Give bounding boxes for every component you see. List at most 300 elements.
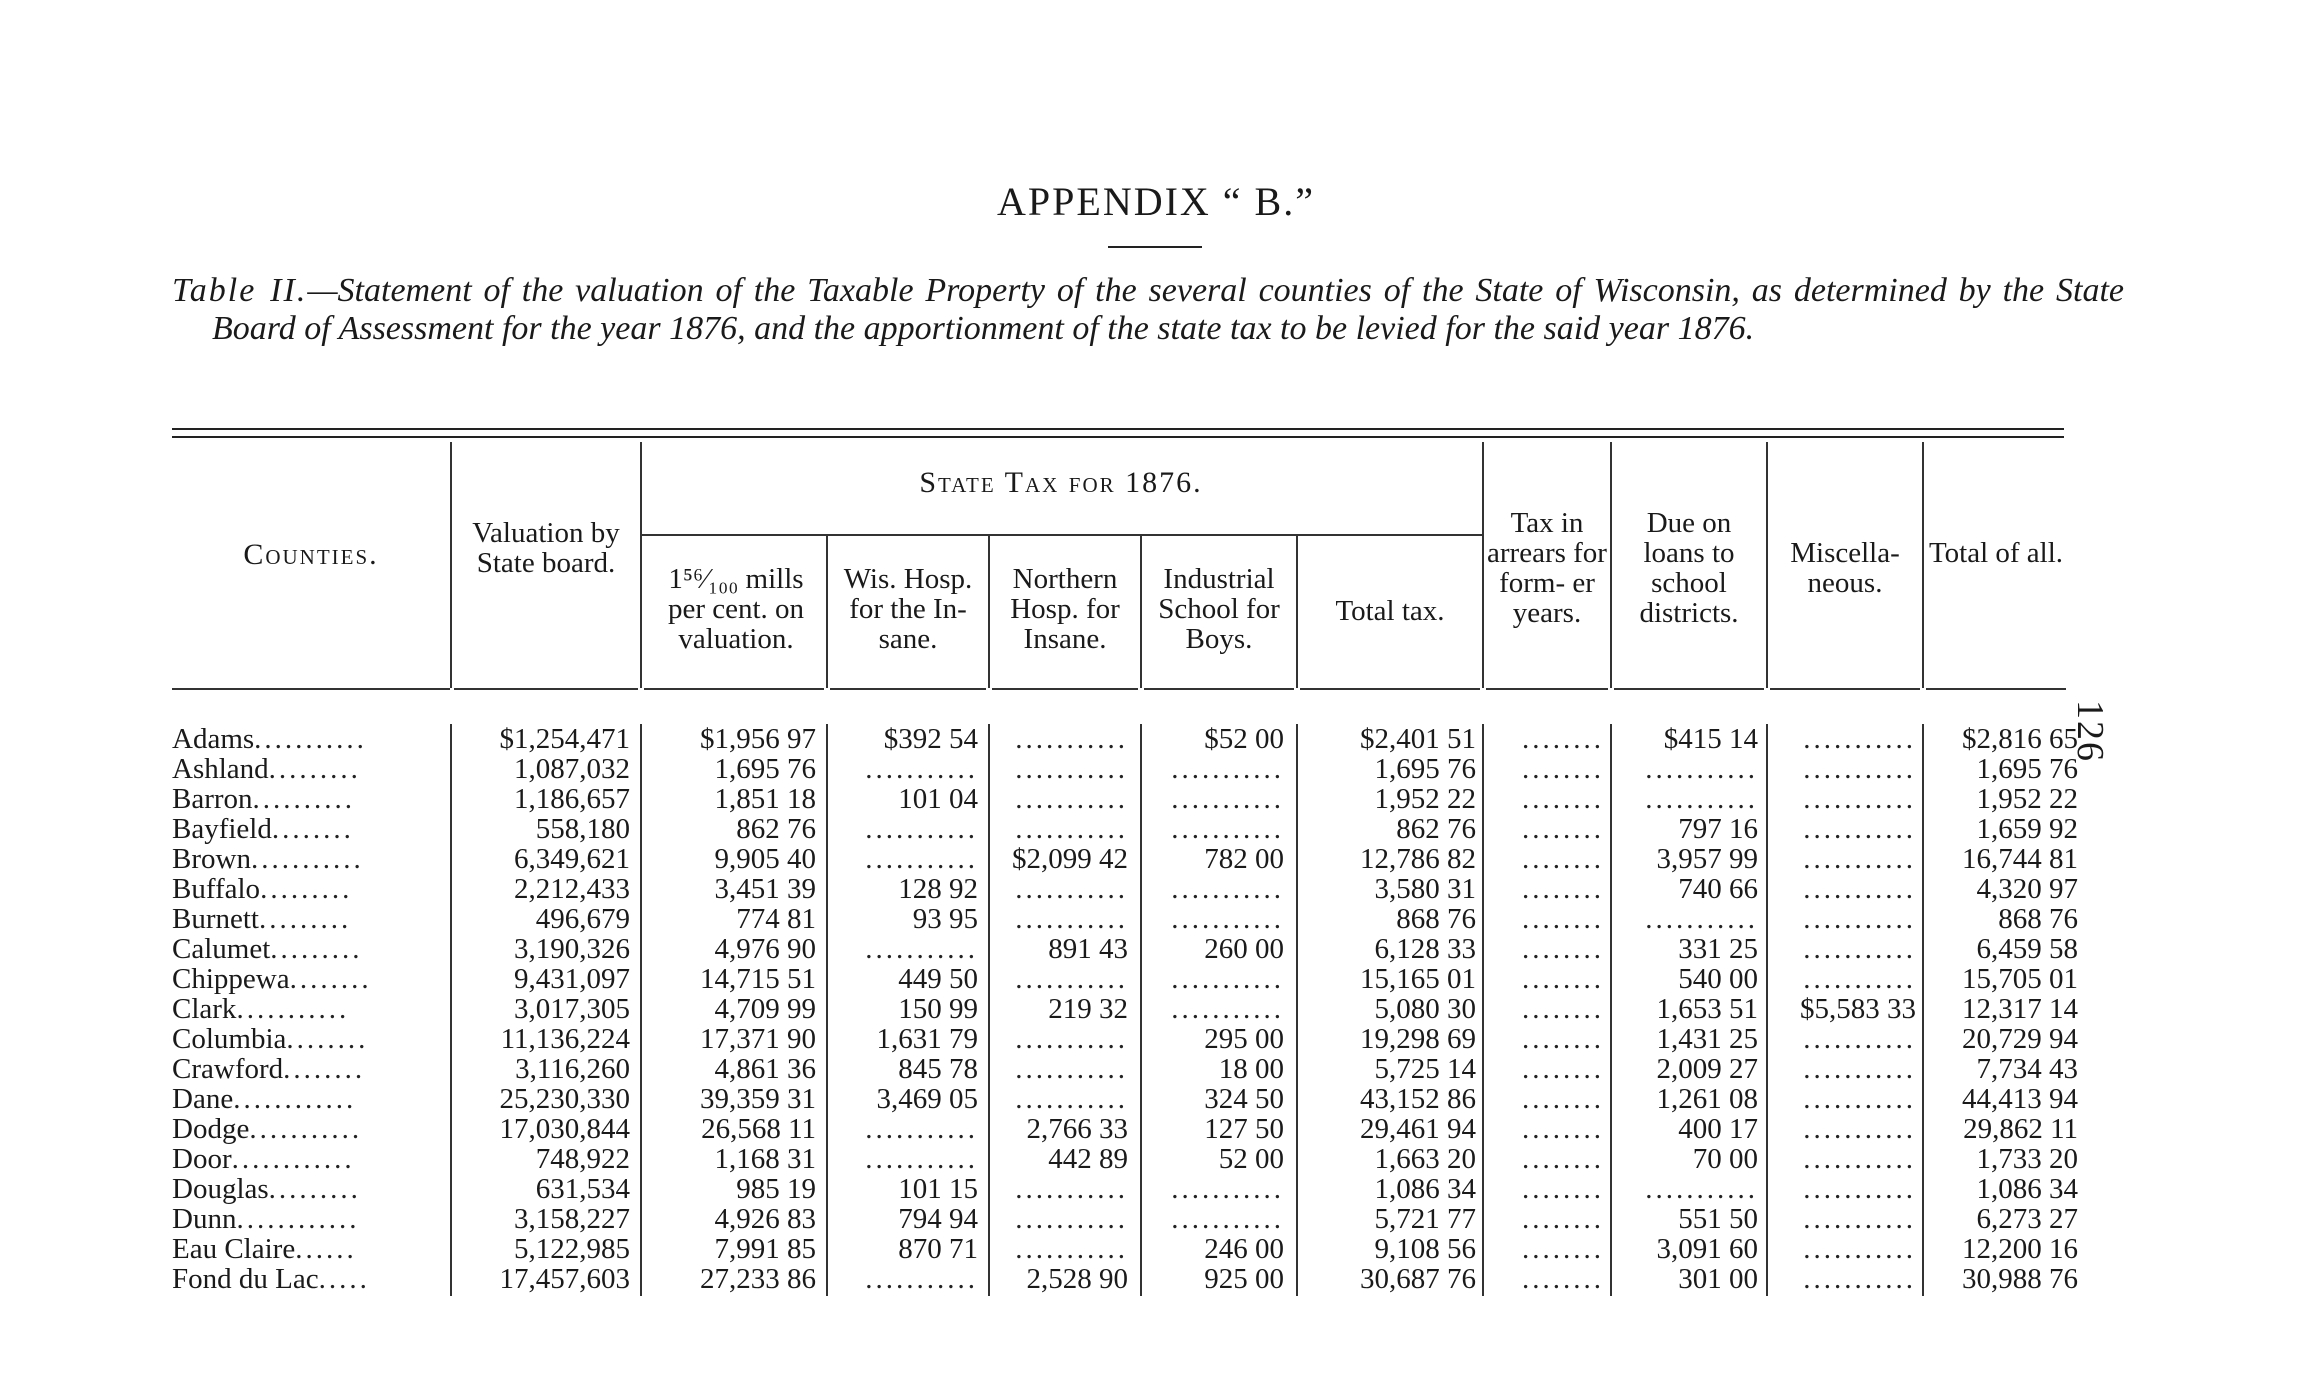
leader-dots: ........... <box>249 1113 363 1145</box>
top-double-rule <box>172 428 2064 438</box>
empty-cell-dots: ........... <box>1015 1203 1128 1235</box>
empty-cell-dots: ........... <box>1803 843 1916 875</box>
cell-due-loans: 1,431 25 <box>1656 1023 1758 1055</box>
cell-industrial: 246 00 <box>1204 1233 1284 1265</box>
header-counties: Counties. <box>243 538 379 571</box>
empty-cell-dots: ........... <box>1803 1023 1916 1055</box>
cell-total-tax: 15,165 01 <box>1360 963 1476 995</box>
county-name <box>172 934 442 964</box>
county-name <box>172 814 442 844</box>
cell-wis-hosp: 845 78 <box>898 1053 978 1085</box>
empty-cell-dots: ........ <box>1522 1083 1604 1115</box>
cell-due-loans: 797 16 <box>1678 813 1758 845</box>
cell-mills: 17,371 90 <box>700 1023 816 1055</box>
county-label: Clark <box>172 993 237 1025</box>
county-label: Barron <box>172 783 253 815</box>
leader-dots: ..... <box>318 1263 370 1295</box>
cell-total-all: 6,459 58 <box>1976 933 2078 965</box>
cell-valuation: 3,116,260 <box>515 1053 630 1085</box>
header-divider <box>1766 442 1768 688</box>
empty-cell-dots: ........... <box>1015 873 1128 905</box>
empty-cell-dots: ........... <box>1803 1263 1916 1295</box>
county-label: Bayfield <box>172 813 272 845</box>
empty-cell-dots: ........... <box>1171 963 1284 995</box>
empty-cell-dots: ........... <box>865 1263 978 1295</box>
table-row <box>172 874 2092 904</box>
empty-cell-dots: ........... <box>1015 903 1128 935</box>
county-name <box>172 1024 442 1054</box>
table-row <box>172 1024 2092 1054</box>
header-due-loans: Due on loans to school districts. <box>1639 507 1739 629</box>
cell-wis-hosp: 449 50 <box>898 963 978 995</box>
cell-total-all: 1,733 20 <box>1976 1143 2078 1175</box>
empty-cell-dots: ........ <box>1522 1113 1604 1145</box>
cell-due-loans: 2,009 27 <box>1656 1053 1758 1085</box>
cell-total-all: 4,320 97 <box>1976 873 2078 905</box>
empty-cell-dots: ........... <box>865 1113 978 1145</box>
empty-cell-dots: ........... <box>1015 1173 1128 1205</box>
empty-cell-dots: ........ <box>1522 813 1604 845</box>
empty-cell-dots: ........ <box>1522 843 1604 875</box>
cell-wis-hosp: 1,631 79 <box>876 1023 978 1055</box>
cell-industrial: $52 00 <box>1204 723 1284 755</box>
county-name <box>172 724 442 754</box>
cell-valuation: 748,922 <box>535 1143 630 1175</box>
leader-dots: ........... <box>250 843 364 875</box>
cell-due-loans: 3,091 60 <box>1656 1233 1758 1265</box>
empty-cell-dots: ........... <box>1015 1083 1128 1115</box>
appendix-title: APPENDIX “ B.” <box>997 179 1315 224</box>
county-label: Buffalo <box>172 873 261 905</box>
cell-valuation: 5,122,985 <box>514 1233 630 1265</box>
county-label: Dane <box>172 1083 234 1115</box>
cell-total-tax: 6,128 33 <box>1374 933 1476 965</box>
empty-cell-dots: ........... <box>1171 1173 1284 1205</box>
header-bottom-rule <box>1144 688 1294 690</box>
county-label: Dunn <box>172 1203 237 1235</box>
cell-valuation: 496,679 <box>535 903 630 935</box>
empty-cell-dots: ........... <box>1015 1053 1128 1085</box>
empty-cell-dots: ........... <box>1171 993 1284 1025</box>
cell-valuation: 6,349,621 <box>514 843 630 875</box>
header-state-tax-group: State Tax for 1876. <box>919 466 1203 499</box>
leader-dots: ............ <box>233 1083 357 1115</box>
table-row <box>172 1084 2092 1114</box>
county-label: Door <box>172 1143 232 1175</box>
cell-mills: 985 19 <box>736 1173 816 1205</box>
page-number: 126 <box>2069 700 2111 763</box>
caption-label: Table II. <box>172 272 308 309</box>
cell-mills: 4,926 83 <box>714 1203 816 1235</box>
empty-cell-dots: ........... <box>1171 873 1284 905</box>
empty-cell-dots: ........... <box>1171 1203 1284 1235</box>
empty-cell-dots: ........... <box>1803 723 1916 755</box>
leader-dots: ............ <box>236 1203 360 1235</box>
empty-cell-dots: ........... <box>1803 783 1916 815</box>
cell-mills: 774 81 <box>736 903 816 935</box>
empty-cell-dots: ........... <box>1645 753 1758 785</box>
table-row <box>172 1204 2092 1234</box>
leader-dots: ............ <box>231 1143 355 1175</box>
cell-mills: 7,991 85 <box>714 1233 816 1265</box>
county-name <box>172 1084 442 1114</box>
empty-cell-dots: ........ <box>1522 1053 1604 1085</box>
county-label: Chippewa <box>172 963 290 995</box>
cell-total-tax: 1,952 22 <box>1374 783 1476 815</box>
cell-total-all: 1,695 76 <box>1976 753 2078 785</box>
empty-cell-dots: ........... <box>1803 1143 1916 1175</box>
header-divider <box>1140 536 1142 688</box>
county-name <box>172 964 442 994</box>
empty-cell-dots: ........... <box>1803 1083 1916 1115</box>
empty-cell-dots: ........ <box>1522 873 1604 905</box>
cell-total-all: 12,317 14 <box>1962 993 2078 1025</box>
cell-misc: $5,583 33 <box>1800 993 1916 1025</box>
cell-wis-hosp: 870 71 <box>898 1233 978 1265</box>
cell-wis-hosp: 3,469 05 <box>876 1083 978 1115</box>
empty-cell-dots: ........... <box>1015 1233 1128 1265</box>
empty-cell-dots: ........ <box>1522 1233 1604 1265</box>
table-row <box>172 724 2092 754</box>
cell-total-all: 7,734 43 <box>1976 1053 2078 1085</box>
empty-cell-dots: ........ <box>1522 1263 1604 1295</box>
empty-cell-dots: ........... <box>1015 1023 1128 1055</box>
empty-cell-dots: ........ <box>1522 1173 1604 1205</box>
cell-valuation: 3,158,227 <box>514 1203 630 1235</box>
table-row <box>172 1054 2092 1084</box>
header-bottom-rule <box>454 688 638 690</box>
cell-valuation: 3,017,305 <box>514 993 630 1025</box>
empty-cell-dots: ........... <box>865 813 978 845</box>
leader-dots: ...... <box>295 1233 357 1265</box>
cell-due-loans: 3,957 99 <box>1656 843 1758 875</box>
county-name <box>172 844 442 874</box>
cell-total-tax: 19,298 69 <box>1360 1023 1476 1055</box>
table-row <box>172 934 2092 964</box>
cell-total-tax: 1,695 76 <box>1374 753 1476 785</box>
cell-mills: 1,851 18 <box>714 783 816 815</box>
cell-valuation: 558,180 <box>535 813 630 845</box>
header-total-of-all: Total of all. <box>1928 537 2064 569</box>
cell-valuation: 1,186,657 <box>514 783 630 815</box>
header-industrial-school: Industrial School for Boys. <box>1158 563 1280 655</box>
county-name <box>172 994 442 1024</box>
cell-mills: 26,568 11 <box>701 1113 816 1145</box>
empty-cell-dots: ........... <box>1803 813 1916 845</box>
header-divider <box>1296 536 1298 688</box>
caption-text: —Statement of the valuation of the Taxable Property of the several counties of the State of Wisconsin, as determined by the State Board of Assessment for the year 1876, and the apportionment of the state tax to be levied for the said year 1876. <box>212 272 2124 347</box>
empty-cell-dots: ........... <box>1015 813 1128 845</box>
table-row <box>172 784 2092 814</box>
header-wis-hosp: Wis. Hosp. for the In- sane. <box>843 563 973 655</box>
empty-cell-dots: ........ <box>1522 1023 1604 1055</box>
cell-mills: 3,451 39 <box>714 873 816 905</box>
county-label: Douglas <box>172 1173 269 1205</box>
cell-total-tax: 9,108 56 <box>1374 1233 1476 1265</box>
county-name <box>172 1114 442 1144</box>
cell-total-all: 868 76 <box>1998 903 2078 935</box>
header-divider <box>988 536 990 688</box>
cell-due-loans: 70 00 <box>1692 1143 1758 1175</box>
cell-mills: 4,861 36 <box>714 1053 816 1085</box>
county-label: Burnett <box>172 903 259 935</box>
header-bottom-rule <box>1300 688 1480 690</box>
header-northern-hosp: Northern Hosp. for Insane. <box>1010 563 1120 655</box>
empty-cell-dots: ........ <box>1522 723 1604 755</box>
empty-cell-dots: ........ <box>1522 903 1604 935</box>
cell-due-loans: 1,261 08 <box>1656 1083 1758 1115</box>
table-row <box>172 1234 2092 1264</box>
cell-total-tax: 29,461 94 <box>1360 1113 1476 1145</box>
cell-mills: 39,359 31 <box>700 1083 816 1115</box>
cell-wis-hosp: 93 95 <box>912 903 978 935</box>
county-label: Crawford <box>172 1053 284 1085</box>
header-total-tax: Total tax. <box>1335 595 1445 627</box>
cell-total-all: 1,086 34 <box>1976 1173 2078 1205</box>
empty-cell-dots: ........... <box>1803 933 1916 965</box>
empty-cell-dots: ........... <box>865 933 978 965</box>
county-label: Eau Claire <box>172 1233 296 1265</box>
cell-valuation: 3,190,326 <box>514 933 630 965</box>
cell-industrial: 782 00 <box>1204 843 1284 875</box>
cell-wis-hosp: 128 92 <box>898 873 978 905</box>
cell-industrial: 127 50 <box>1204 1113 1284 1145</box>
table-row <box>172 1174 2092 1204</box>
table-row <box>172 964 2092 994</box>
empty-cell-dots: ........... <box>1015 753 1128 785</box>
header-arrears: Tax in arrears for form- er years. <box>1487 507 1607 629</box>
empty-cell-dots: ........... <box>1171 903 1284 935</box>
header-bottom-rule <box>1926 688 2066 690</box>
empty-cell-dots: ........... <box>1015 723 1128 755</box>
leader-dots: ........... <box>254 723 367 755</box>
cell-due-loans: $415 14 <box>1663 723 1758 755</box>
empty-cell-dots: ........ <box>1522 963 1604 995</box>
county-name <box>172 1204 442 1234</box>
cell-valuation: 11,136,224 <box>500 1023 630 1055</box>
cell-due-loans: 540 00 <box>1678 963 1758 995</box>
leader-dots: ........... <box>236 993 350 1025</box>
cell-total-tax: 5,721 77 <box>1374 1203 1476 1235</box>
county-label: Fond du Lac <box>172 1263 319 1295</box>
cell-northern: 442 89 <box>1048 1143 1128 1175</box>
cell-valuation: 1,087,032 <box>514 753 630 785</box>
empty-cell-dots: ........... <box>1015 783 1128 815</box>
cell-northern: 2,528 90 <box>1026 1263 1128 1295</box>
county-name <box>172 904 442 934</box>
cell-total-tax: 12,786 82 <box>1360 843 1476 875</box>
empty-cell-dots: ........ <box>1522 933 1604 965</box>
cell-total-all: 1,952 22 <box>1976 783 2078 815</box>
cell-total-tax: 3,580 31 <box>1374 873 1476 905</box>
empty-cell-dots: ........... <box>1803 903 1916 935</box>
header-divider <box>1610 442 1612 688</box>
cell-wis-hosp: 794 94 <box>898 1203 978 1235</box>
cell-industrial: 295 00 <box>1204 1023 1284 1055</box>
cell-total-all: 29,862 11 <box>1963 1113 2078 1145</box>
county-name <box>172 784 442 814</box>
empty-cell-dots: ........... <box>1171 813 1284 845</box>
table-row <box>172 1264 2092 1294</box>
county-label: Columbia <box>172 1023 287 1055</box>
header-divider <box>1482 442 1484 688</box>
cell-total-all: 1,659 92 <box>1976 813 2078 845</box>
empty-cell-dots: ........... <box>1645 903 1758 935</box>
county-name <box>172 754 442 784</box>
cell-total-tax: 862 76 <box>1396 813 1476 845</box>
cell-mills: 14,715 51 <box>700 963 816 995</box>
header-divider <box>1922 442 1924 688</box>
cell-wis-hosp: 150 99 <box>898 993 978 1025</box>
cell-wis-hosp: 101 15 <box>898 1173 978 1205</box>
cell-valuation: 2,212,433 <box>514 873 630 905</box>
empty-cell-dots: ........... <box>1803 1113 1916 1145</box>
leader-dots: ........ <box>286 1023 369 1055</box>
cell-total-all: $2,816 65 <box>1962 723 2078 755</box>
header-bottom-rule <box>644 688 824 690</box>
empty-cell-dots: ........ <box>1522 783 1604 815</box>
county-name <box>172 874 442 904</box>
empty-cell-dots: ........... <box>1803 1203 1916 1235</box>
county-label: Adams <box>172 723 255 755</box>
empty-cell-dots: ........... <box>865 1143 978 1175</box>
header-valuation: Valuation by State board. <box>472 517 620 579</box>
cell-mills: 4,709 99 <box>714 993 816 1025</box>
table-row <box>172 844 2092 874</box>
leader-dots: .......... <box>252 783 356 815</box>
cell-total-all: 6,273 27 <box>1976 1203 2078 1235</box>
cell-northern: 2,766 33 <box>1026 1113 1128 1145</box>
county-label: Ashland <box>172 753 269 785</box>
cell-due-loans: 331 25 <box>1678 933 1758 965</box>
cell-total-tax: 1,086 34 <box>1374 1173 1476 1205</box>
leader-dots: ......... <box>270 933 363 965</box>
empty-cell-dots: ........... <box>1171 753 1284 785</box>
cell-mills: 9,905 40 <box>714 843 816 875</box>
table-row <box>172 814 2092 844</box>
leader-dots: ......... <box>268 753 361 785</box>
header-bottom-rule <box>172 688 450 690</box>
header-divider <box>826 536 828 688</box>
county-name <box>172 1174 442 1204</box>
cell-mills: $1,956 97 <box>700 723 816 755</box>
cell-total-tax: 30,687 76 <box>1360 1263 1476 1295</box>
county-name <box>172 1054 442 1084</box>
cell-due-loans: 551 50 <box>1678 1203 1758 1235</box>
empty-cell-dots: ........... <box>1803 753 1916 785</box>
cell-industrial: 52 00 <box>1218 1143 1284 1175</box>
cell-total-all: 15,705 01 <box>1962 963 2078 995</box>
cell-wis-hosp: $392 54 <box>883 723 978 755</box>
cell-mills: 862 76 <box>736 813 816 845</box>
cell-total-tax: $2,401 51 <box>1360 723 1476 755</box>
cell-total-all: 12,200 16 <box>1962 1233 2078 1265</box>
cell-industrial: 18 00 <box>1218 1053 1284 1085</box>
cell-mills: 1,168 31 <box>714 1143 816 1175</box>
cell-valuation: 631,534 <box>535 1173 630 1205</box>
cell-valuation: 25,230,330 <box>499 1083 630 1115</box>
leader-dots: ........ <box>289 963 372 995</box>
empty-cell-dots: ........... <box>1171 783 1284 815</box>
cell-mills: 27,233 86 <box>700 1263 816 1295</box>
cell-total-all: 16,744 81 <box>1962 843 2078 875</box>
cell-northern: 891 43 <box>1048 933 1128 965</box>
state-tax-group-rule <box>640 534 1482 536</box>
empty-cell-dots: ........... <box>1803 873 1916 905</box>
empty-cell-dots: ........... <box>1803 1053 1916 1085</box>
empty-cell-dots: ........... <box>865 753 978 785</box>
empty-cell-dots: ........ <box>1522 993 1604 1025</box>
table-body <box>172 724 2092 1294</box>
cell-valuation: 17,030,844 <box>499 1113 630 1145</box>
leader-dots: ......... <box>268 1173 361 1205</box>
empty-cell-dots: ........ <box>1522 1143 1604 1175</box>
county-name <box>172 1234 442 1264</box>
county-label: Calumet <box>172 933 271 965</box>
leader-dots: ........ <box>271 813 354 845</box>
cell-industrial: 324 50 <box>1204 1083 1284 1115</box>
header-bottom-rule <box>1486 688 1608 690</box>
header-bottom-rule <box>1614 688 1764 690</box>
empty-cell-dots: ........... <box>1645 1173 1758 1205</box>
county-name <box>172 1264 442 1294</box>
cell-due-loans: 1,653 51 <box>1656 993 1758 1025</box>
header-bottom-rule <box>830 688 986 690</box>
header-miscellaneous: Miscella- neous. <box>1790 537 1900 599</box>
table-caption <box>172 272 2124 348</box>
cell-mills: 4,976 90 <box>714 933 816 965</box>
table-row <box>172 994 2092 1024</box>
empty-cell-dots: ........... <box>1803 1173 1916 1205</box>
cell-total-tax: 1,663 20 <box>1374 1143 1476 1175</box>
cell-northern: 219 32 <box>1048 993 1128 1025</box>
leader-dots: ........ <box>283 1053 366 1085</box>
header-mills: 1⁵⁶⁄₁₀₀ mills per cent. on valuation. <box>667 563 805 655</box>
leader-dots: ......... <box>259 903 352 935</box>
cell-wis-hosp: 101 04 <box>898 783 978 815</box>
table-row <box>172 1114 2092 1144</box>
empty-cell-dots: ........ <box>1522 1203 1604 1235</box>
cell-due-loans: 740 66 <box>1678 873 1758 905</box>
cell-valuation: 17,457,603 <box>499 1263 630 1295</box>
cell-total-tax: 5,080 30 <box>1374 993 1476 1025</box>
cell-due-loans: 400 17 <box>1678 1113 1758 1145</box>
cell-total-all: 20,729 94 <box>1962 1023 2078 1055</box>
cell-industrial: 260 00 <box>1204 933 1284 965</box>
empty-cell-dots: ........... <box>1803 1233 1916 1265</box>
empty-cell-dots: ........... <box>865 843 978 875</box>
cell-total-all: 30,988 76 <box>1962 1263 2078 1295</box>
empty-cell-dots: ........... <box>1015 963 1128 995</box>
title-rule <box>1108 246 1202 248</box>
header-bottom-rule <box>992 688 1138 690</box>
cell-valuation: 9,431,097 <box>514 963 630 995</box>
table-row <box>172 754 2092 784</box>
leader-dots: ......... <box>260 873 353 905</box>
cell-total-tax: 43,152 86 <box>1360 1083 1476 1115</box>
cell-valuation: $1,254,471 <box>499 723 630 755</box>
county-name <box>172 1144 442 1174</box>
county-label: Dodge <box>172 1113 250 1145</box>
table-row <box>172 1144 2092 1174</box>
empty-cell-dots: ........... <box>1645 783 1758 815</box>
cell-due-loans: 301 00 <box>1678 1263 1758 1295</box>
cell-mills: 1,695 76 <box>714 753 816 785</box>
header-bottom-rule <box>1770 688 1920 690</box>
cell-northern: $2,099 42 <box>1012 843 1128 875</box>
table-row <box>172 904 2092 934</box>
empty-cell-dots: ........... <box>1803 963 1916 995</box>
